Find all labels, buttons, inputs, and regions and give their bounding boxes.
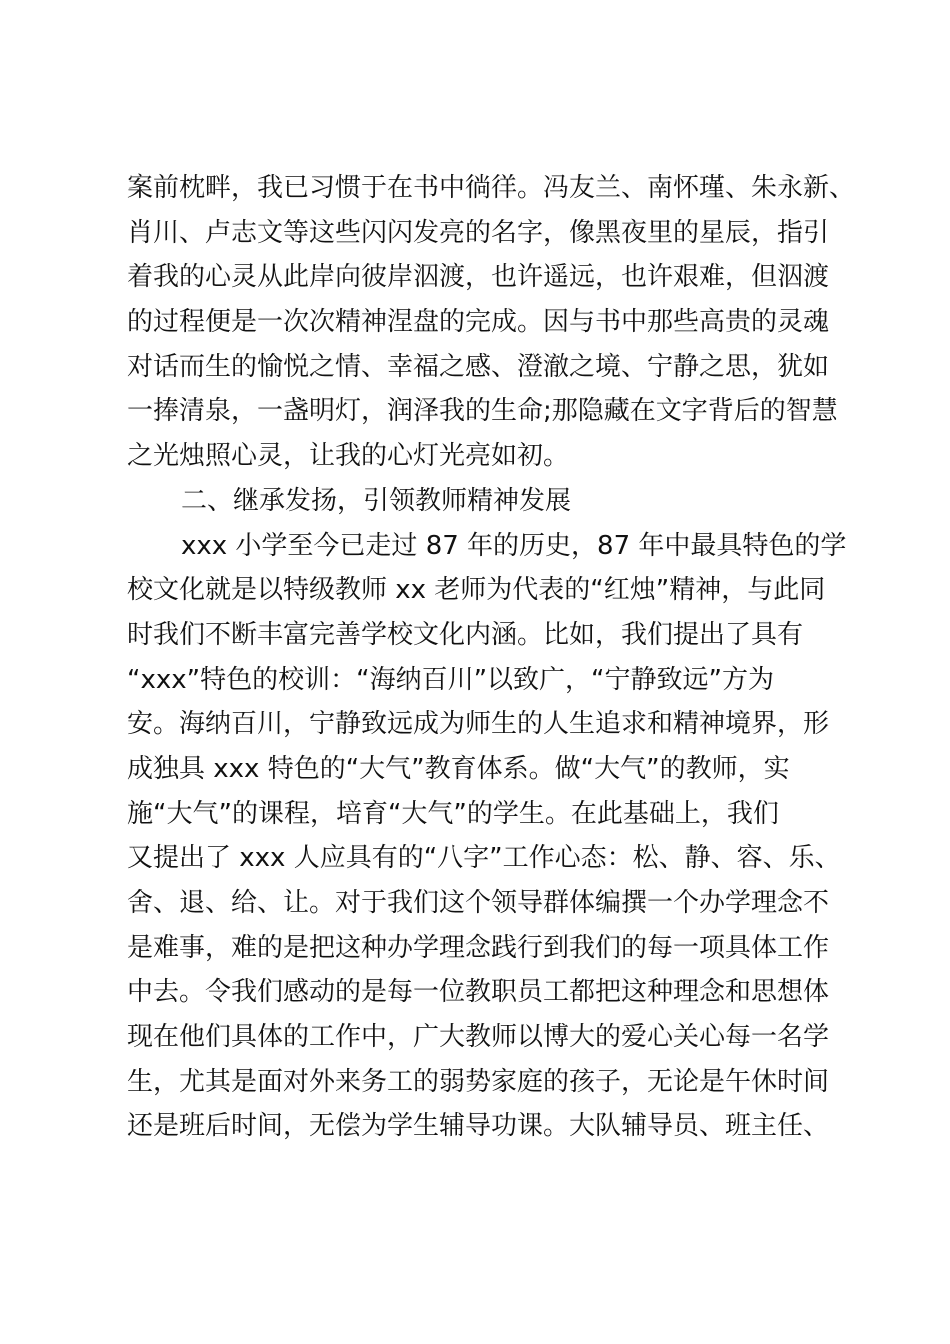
body-text — [127, 166, 856, 1149]
text-line: 着我的心灵从此岸向彼岸泅渡，也许遥远，也许艰难，但泅渡 — [127, 262, 830, 293]
text-line: 又提出了 xxx 人应具有的“八字”工作心态：松、静、容、乐、 — [127, 843, 841, 874]
text-line: 时我们不断丰富完善学校文化内涵。比如，我们提出了具有 — [127, 619, 804, 650]
text-line: 成独具 xxx 特色的“大气”教育体系。做“大气”的教师，实 — [127, 753, 790, 784]
text-line: xxx 小学至今已走过 87 年的历史，87 年中最具特色的学 — [181, 530, 847, 561]
text-line: 施“大气”的课程，培育“大气”的学生。在此基础上，我们 — [127, 798, 779, 829]
text-line: 生，尤其是面对外来务工的弱势家庭的孩子，无论是午休时间 — [127, 1066, 830, 1097]
text-line: 案前枕畔，我已习惯于在书中徜徉。冯友兰、南怀瑾、朱永新、 — [127, 173, 856, 203]
text-line: 是难事，难的是把这种办学理念践行到我们的每一项具体工作 — [127, 932, 830, 963]
text-line: 还是班后时间，无偿为学生辅导功课。大队辅导员、班主任、 — [127, 1111, 830, 1142]
text-line: “xxx”特色的校训：“海纳百川”以致广，“宁静致远”方为 — [127, 664, 774, 695]
text-line: 现在他们具体的工作中，广大教师以博大的爱心关心每一名学 — [127, 1022, 830, 1053]
text-line: 安。海纳百川，宁静致远成为师生的人生追求和精神境界，形 — [127, 709, 830, 740]
text-line: 一捧清泉，一盏明灯，润泽我的生命;那隐藏在文字背后的智慧 — [127, 396, 838, 427]
text-line: 对话而生的愉悦之情、幸福之感、澄澈之境、宁静之思，犹如 — [127, 351, 830, 382]
section-heading: 二、继承发扬，引领教师精神发展 — [181, 485, 572, 516]
text-line: 中去。令我们感动的是每一位教职员工都把这种理念和思想体 — [127, 977, 830, 1008]
text-line: 的过程便是一次次精神涅盘的完成。因与书中那些高贵的灵魂 — [127, 307, 830, 338]
text-line: 肖川、卢志文等这些闪闪发亮的名字，像黑夜里的星辰，指引 — [127, 217, 830, 248]
paragraph-1 — [127, 166, 856, 479]
text-line: 舍、退、给、让。对于我们这个领导群体编撰一个办学理念不 — [127, 888, 830, 918]
text-line: 校文化就是以特级教师 xx 老师为代表的“红烛”精神，与此同 — [127, 575, 826, 606]
paragraph-2 — [127, 524, 847, 1150]
text-line: 之光烛照心灵，让我的心灯光亮如初。 — [127, 441, 570, 472]
